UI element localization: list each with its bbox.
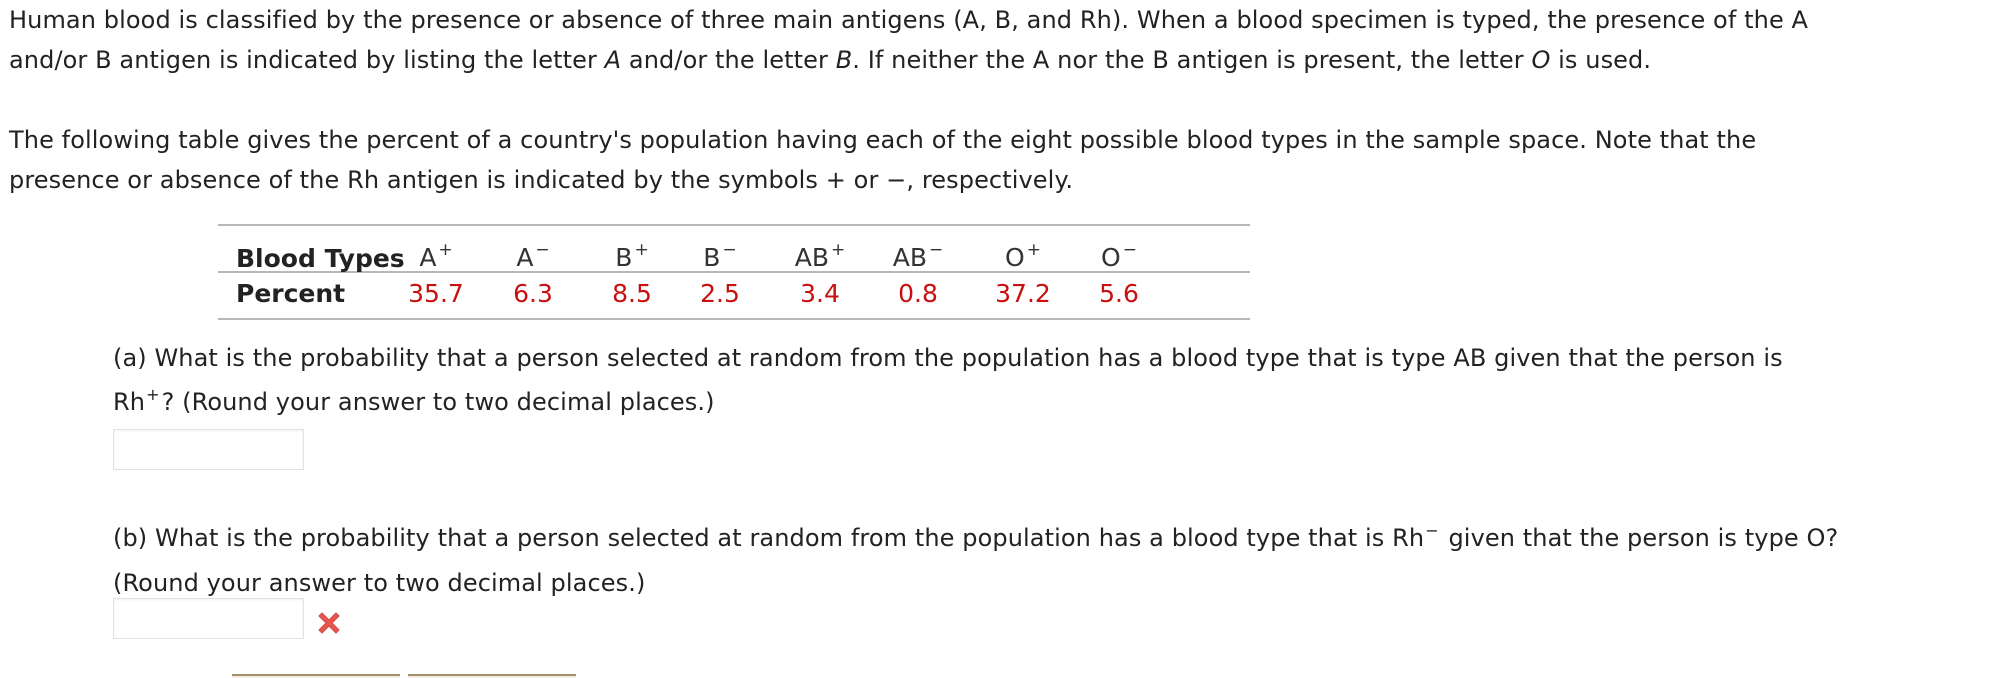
variable-a: A <box>604 46 622 74</box>
intro-paragraph-2 <box>9 120 1999 200</box>
percent-value: 3.4 <box>800 279 840 308</box>
rh-sign: + <box>831 240 846 260</box>
blood-type-header <box>1079 240 1159 272</box>
blood-type-header <box>878 240 958 272</box>
answer-b-input[interactable] <box>113 598 304 639</box>
question-b-superscript: − <box>1425 521 1439 540</box>
blood-type-header <box>780 240 860 272</box>
blood-type-letter: AB <box>794 243 829 272</box>
question-a-text: (a) What is the probability that a person selected at random from the population has a blood type that is type AB given that the person is <box>113 344 1783 372</box>
percent-value: 8.5 <box>612 279 652 308</box>
question-b <box>113 517 2003 604</box>
percent-value: 0.8 <box>898 279 938 308</box>
action-button-2[interactable] <box>408 674 576 678</box>
blood-type-letter: O <box>1005 243 1025 272</box>
intro-paragraph-1 <box>9 0 1999 80</box>
blood-type-letter: B <box>703 243 721 272</box>
question-b-text: (b) What is the probability that a person selected at random from the population has a blood type that is Rh <box>113 524 1425 552</box>
percent-value: 2.5 <box>700 279 740 308</box>
x-mark-icon <box>314 608 344 638</box>
rh-sign: + <box>634 240 649 260</box>
variable-o: O <box>1531 46 1551 74</box>
table-header-label: Blood Types <box>236 244 405 273</box>
blood-type-table <box>218 224 1250 320</box>
rh-sign: − <box>722 240 737 260</box>
rh-sign: − <box>929 240 944 260</box>
percent-value: 35.7 <box>408 279 464 308</box>
blood-type-letter: B <box>615 243 633 272</box>
question-a-instruction: ? (Round your answer to two decimal places.) <box>161 388 715 416</box>
blood-type-header <box>493 240 573 272</box>
variable-b: B <box>835 46 853 74</box>
intro-text: is used. <box>1550 46 1652 74</box>
intro-text: The following table gives the percent of a country's population having each of the eight possible blood types in the sample space. Note that the <box>9 126 1757 154</box>
blood-type-letter: A <box>419 243 437 272</box>
blood-type-header <box>396 240 476 272</box>
intro-text: . If neither the A nor the B antigen is present, the letter <box>852 46 1532 74</box>
question-a <box>113 336 2003 427</box>
blood-type-letter: AB <box>892 243 927 272</box>
rh-sign: − <box>1122 240 1137 260</box>
question-b-text-end: given that the person is type O? <box>1440 524 1839 552</box>
intro-text: and/or the letter <box>621 46 836 74</box>
action-button-1[interactable] <box>232 674 400 678</box>
blood-type-header <box>680 240 760 272</box>
rh-sign: + <box>1026 240 1041 260</box>
percent-value: 6.3 <box>513 279 553 308</box>
blood-type-header <box>592 240 672 272</box>
blood-type-letter: O <box>1101 243 1121 272</box>
blood-type-header <box>983 240 1063 272</box>
rh-sign: − <box>535 240 550 260</box>
percent-value: 5.6 <box>1099 279 1139 308</box>
question-a-superscript: + <box>146 385 160 404</box>
table-header-row <box>218 226 1250 273</box>
intro-text: and/or B antigen is indicated by listing the letter <box>9 46 605 74</box>
table-row-label: Percent <box>236 279 346 308</box>
percent-value: 37.2 <box>995 279 1051 308</box>
intro-text: Human blood is classified by the presence or absence of three main antigens (A, B, and Rh). When a blood specimen is typed, the presence of the A <box>9 6 1809 34</box>
question-a-rh: Rh <box>113 388 146 416</box>
intro-text: presence or absence of the Rh antigen is indicated by the symbols + or −, respectively. <box>9 166 1074 194</box>
blood-type-letter: A <box>516 243 534 272</box>
rh-sign: + <box>438 240 453 260</box>
answer-a-input[interactable] <box>113 429 304 470</box>
question-b-instruction: (Round your answer to two decimal places.) <box>113 569 646 597</box>
table-percent-row <box>218 273 1250 318</box>
